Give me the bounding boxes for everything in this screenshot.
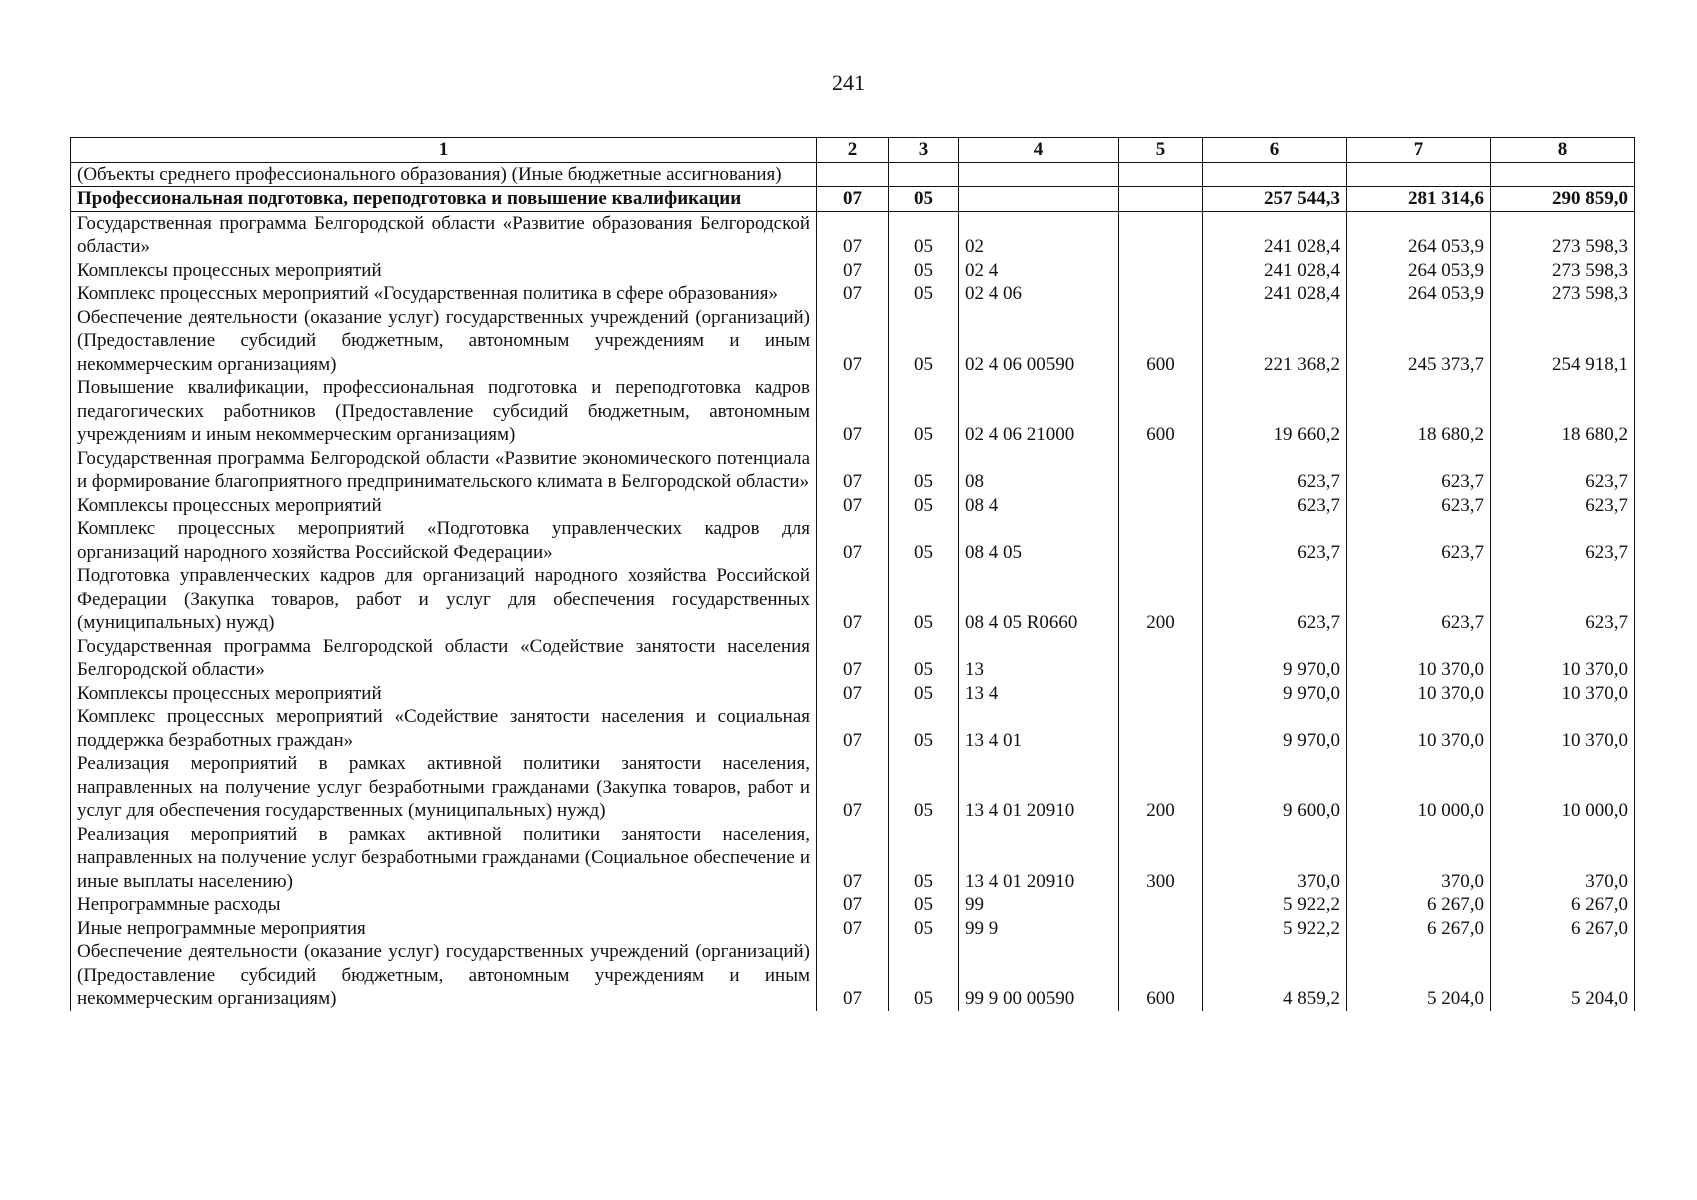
row-amount-col-8: 10 370,0: [1491, 682, 1635, 706]
row-subsection: 05: [889, 282, 959, 306]
row-amount-col-6: 241 028,4: [1203, 211, 1347, 259]
row-amount-col-6: [1203, 162, 1347, 187]
row-amount-col-7: 281 314,6: [1347, 187, 1491, 212]
row-section: 07: [817, 517, 889, 564]
row-name: Комплекс процессных мероприятий «Содействие занятости населения и социальная поддержка безработных граждан»: [71, 705, 817, 752]
row-target-article: 13 4 01 20910: [959, 823, 1119, 894]
row-target-article: 99: [959, 893, 1119, 917]
row-subsection: 05: [889, 682, 959, 706]
header-col-3: 3: [889, 138, 959, 163]
row-amount-col-7: 10 370,0: [1347, 635, 1491, 682]
table-row: [71, 752, 1635, 823]
row-section: 07: [817, 494, 889, 518]
row-section: 07: [817, 376, 889, 447]
row-amount-col-6: 9 600,0: [1203, 752, 1347, 823]
row-amount-col-6: 241 028,4: [1203, 259, 1347, 283]
row-target-article: 08 4: [959, 494, 1119, 518]
row-expense-type: 300: [1119, 823, 1203, 894]
row-name: Государственная программа Белгородской области «Развитие образования Белгородской области»: [71, 211, 817, 259]
row-target-article: 02: [959, 211, 1119, 259]
table-row: [71, 211, 1635, 259]
row-subsection: 05: [889, 187, 959, 212]
row-target-article: 99 9: [959, 917, 1119, 941]
table-row: [71, 494, 1635, 518]
row-amount-col-8: 623,7: [1491, 447, 1635, 494]
row-target-article: [959, 187, 1119, 212]
row-expense-type: [1119, 162, 1203, 187]
row-target-article: 13 4 01: [959, 705, 1119, 752]
row-name: Комплекс процессных мероприятий «Подготовка управленческих кадров для организаций народного хозяйства Российской Федерации»: [71, 517, 817, 564]
row-target-article: 02 4 06: [959, 282, 1119, 306]
row-amount-col-6: 623,7: [1203, 447, 1347, 494]
row-amount-col-6: 9 970,0: [1203, 682, 1347, 706]
row-expense-type: 600: [1119, 940, 1203, 1011]
row-expense-type: [1119, 494, 1203, 518]
header-col-8: 8: [1491, 138, 1635, 163]
row-section: 07: [817, 752, 889, 823]
row-target-article: 08 4 05 R0660: [959, 564, 1119, 635]
table-row: [71, 447, 1635, 494]
row-expense-type: [1119, 211, 1203, 259]
table-row: [71, 682, 1635, 706]
row-amount-col-7: 264 053,9: [1347, 282, 1491, 306]
row-amount-col-6: 257 544,3: [1203, 187, 1347, 212]
row-subsection: 05: [889, 940, 959, 1011]
row-amount-col-6: 623,7: [1203, 517, 1347, 564]
row-amount-col-7: 370,0: [1347, 823, 1491, 894]
table-row: [71, 893, 1635, 917]
row-subsection: 05: [889, 893, 959, 917]
row-amount-col-8: [1491, 162, 1635, 187]
row-section: 07: [817, 282, 889, 306]
row-target-article: 13 4: [959, 682, 1119, 706]
row-subsection: 05: [889, 447, 959, 494]
row-name: Иные непрограммные мероприятия: [71, 917, 817, 941]
row-section: 07: [817, 564, 889, 635]
row-subsection: 05: [889, 635, 959, 682]
row-section: 07: [817, 187, 889, 212]
row-amount-col-8: 18 680,2: [1491, 376, 1635, 447]
table-row: [71, 162, 1635, 187]
row-expense-type: [1119, 259, 1203, 283]
row-expense-type: [1119, 517, 1203, 564]
row-amount-col-6: 4 859,2: [1203, 940, 1347, 1011]
row-amount-col-6: 5 922,2: [1203, 917, 1347, 941]
row-amount-col-7: 623,7: [1347, 447, 1491, 494]
row-name: Реализация мероприятий в рамках активной политики занятости населения, направленных на получение услуг безработными гражданами (Закупка товаров, работ и услуг для обеспечения государственных (муниципальных) нужд): [71, 752, 817, 823]
table-row: [71, 306, 1635, 377]
row-expense-type: [1119, 917, 1203, 941]
row-expense-type: [1119, 893, 1203, 917]
row-subsection: 05: [889, 517, 959, 564]
row-name: Комплексы процессных мероприятий: [71, 259, 817, 283]
row-section: 07: [817, 705, 889, 752]
table-row: [71, 564, 1635, 635]
table-row: [71, 917, 1635, 941]
budget-table: [70, 137, 1635, 1011]
row-expense-type: 600: [1119, 376, 1203, 447]
row-name: Комплекс процессных мероприятий «Государственная политика в сфере образования»: [71, 282, 817, 306]
row-amount-col-8: 254 918,1: [1491, 306, 1635, 377]
row-amount-col-7: 6 267,0: [1347, 893, 1491, 917]
row-expense-type: [1119, 187, 1203, 212]
header-col-6: 6: [1203, 138, 1347, 163]
header-row: [71, 138, 1635, 163]
row-name: Государственная программа Белгородской области «Содействие занятости населения Белгородской области»: [71, 635, 817, 682]
row-amount-col-6: 623,7: [1203, 494, 1347, 518]
row-amount-col-8: 10 000,0: [1491, 752, 1635, 823]
row-name: Комплексы процессных мероприятий: [71, 494, 817, 518]
row-amount-col-7: 18 680,2: [1347, 376, 1491, 447]
table-row: [71, 823, 1635, 894]
row-section: 07: [817, 940, 889, 1011]
row-amount-col-8: 290 859,0: [1491, 187, 1635, 212]
row-expense-type: 200: [1119, 564, 1203, 635]
row-amount-col-8: 273 598,3: [1491, 211, 1635, 259]
row-target-article: 02 4 06 00590: [959, 306, 1119, 377]
row-section: 07: [817, 259, 889, 283]
row-amount-col-8: 6 267,0: [1491, 893, 1635, 917]
row-subsection: 05: [889, 823, 959, 894]
row-amount-col-8: 370,0: [1491, 823, 1635, 894]
header-col-5: 5: [1119, 138, 1203, 163]
row-amount-col-8: 5 204,0: [1491, 940, 1635, 1011]
row-name: Профессиональная подготовка, переподготовка и повышение квалификации: [71, 187, 817, 212]
row-target-article: [959, 162, 1119, 187]
row-section: 07: [817, 823, 889, 894]
table-row: [71, 705, 1635, 752]
row-target-article: 13 4 01 20910: [959, 752, 1119, 823]
row-amount-col-8: 623,7: [1491, 517, 1635, 564]
row-amount-col-7: 264 053,9: [1347, 211, 1491, 259]
row-expense-type: [1119, 705, 1203, 752]
row-name: Непрограммные расходы: [71, 893, 817, 917]
row-target-article: 08: [959, 447, 1119, 494]
table-row: [71, 517, 1635, 564]
row-amount-col-7: 5 204,0: [1347, 940, 1491, 1011]
row-name: Реализация мероприятий в рамках активной политики занятости населения, направленных на получение услуг безработными гражданами (Социальное обеспечение и иные выплаты населению): [71, 823, 817, 894]
row-subsection: 05: [889, 752, 959, 823]
row-name: Повышение квалификации, профессиональная подготовка и переподготовка кадров педагогических работников (Предоставление субсидий бюджетным, автономным учреждениям и иным некоммерческим организациям): [71, 376, 817, 447]
row-expense-type: 600: [1119, 306, 1203, 377]
row-section: 07: [817, 893, 889, 917]
row-name: Подготовка управленческих кадров для организаций народного хозяйства Российской Федерации (Закупка товаров, работ и услуг для обеспечения государственных (муниципальных) нужд): [71, 564, 817, 635]
row-amount-col-7: 264 053,9: [1347, 259, 1491, 283]
row-expense-type: [1119, 282, 1203, 306]
row-amount-col-7: 6 267,0: [1347, 917, 1491, 941]
row-section: [817, 162, 889, 187]
row-amount-col-8: 273 598,3: [1491, 282, 1635, 306]
row-expense-type: 200: [1119, 752, 1203, 823]
header-col-7: 7: [1347, 138, 1491, 163]
table-row: [71, 259, 1635, 283]
row-name: Обеспечение деятельности (оказание услуг) государственных учреждений (организаций) (Предоставление субсидий бюджетным, автономным учреждениям и иным некоммерческим организациям): [71, 306, 817, 377]
table-row: [71, 940, 1635, 1011]
header-col-4: 4: [959, 138, 1119, 163]
row-name: Обеспечение деятельности (оказание услуг) государственных учреждений (организаций) (Предоставление субсидий бюджетным, автономным учреждениям и иным некоммерческим организациям): [71, 940, 817, 1011]
row-subsection: 05: [889, 211, 959, 259]
row-section: 07: [817, 447, 889, 494]
row-amount-col-6: 370,0: [1203, 823, 1347, 894]
row-target-article: 99 9 00 00590: [959, 940, 1119, 1011]
row-subsection: 05: [889, 917, 959, 941]
table-row: [71, 187, 1635, 212]
row-amount-col-7: [1347, 162, 1491, 187]
row-amount-col-8: 10 370,0: [1491, 705, 1635, 752]
row-subsection: [889, 162, 959, 187]
row-amount-col-6: 9 970,0: [1203, 705, 1347, 752]
row-subsection: 05: [889, 705, 959, 752]
row-amount-col-8: 10 370,0: [1491, 635, 1635, 682]
row-amount-col-6: 241 028,4: [1203, 282, 1347, 306]
row-section: 07: [817, 917, 889, 941]
row-target-article: 13: [959, 635, 1119, 682]
row-expense-type: [1119, 635, 1203, 682]
table-body: [71, 162, 1635, 1011]
row-name: Государственная программа Белгородской области «Развитие экономического потенциала и формирование благоприятного предпринимательского климата в Белгородской области»: [71, 447, 817, 494]
row-amount-col-7: 10 000,0: [1347, 752, 1491, 823]
row-name: (Объекты среднего профессионального образования) (Иные бюджетные ассигнования): [71, 162, 817, 187]
page-number: 241: [832, 70, 865, 95]
row-amount-col-8: 623,7: [1491, 494, 1635, 518]
row-amount-col-6: 623,7: [1203, 564, 1347, 635]
row-amount-col-6: 19 660,2: [1203, 376, 1347, 447]
row-section: 07: [817, 682, 889, 706]
row-expense-type: [1119, 447, 1203, 494]
row-subsection: 05: [889, 259, 959, 283]
header-col-2: 2: [817, 138, 889, 163]
row-subsection: 05: [889, 564, 959, 635]
row-amount-col-8: 6 267,0: [1491, 917, 1635, 941]
row-amount-col-8: 623,7: [1491, 564, 1635, 635]
row-amount-col-8: 273 598,3: [1491, 259, 1635, 283]
row-name: Комплексы процессных мероприятий: [71, 682, 817, 706]
row-section: 07: [817, 306, 889, 377]
row-amount-col-7: 10 370,0: [1347, 682, 1491, 706]
row-section: 07: [817, 635, 889, 682]
table-row: [71, 376, 1635, 447]
row-amount-col-7: 10 370,0: [1347, 705, 1491, 752]
row-amount-col-6: 5 922,2: [1203, 893, 1347, 917]
row-target-article: 08 4 05: [959, 517, 1119, 564]
row-amount-col-7: 623,7: [1347, 517, 1491, 564]
row-expense-type: [1119, 682, 1203, 706]
row-target-article: 02 4: [959, 259, 1119, 283]
table-row: [71, 282, 1635, 306]
row-amount-col-6: 9 970,0: [1203, 635, 1347, 682]
row-subsection: 05: [889, 494, 959, 518]
row-amount-col-7: 623,7: [1347, 564, 1491, 635]
row-amount-col-7: 623,7: [1347, 494, 1491, 518]
row-section: 07: [817, 211, 889, 259]
header-col-1: 1: [71, 138, 817, 163]
table-row: [71, 635, 1635, 682]
row-subsection: 05: [889, 376, 959, 447]
row-target-article: 02 4 06 21000: [959, 376, 1119, 447]
row-amount-col-7: 245 373,7: [1347, 306, 1491, 377]
row-amount-col-6: 221 368,2: [1203, 306, 1347, 377]
row-subsection: 05: [889, 306, 959, 377]
